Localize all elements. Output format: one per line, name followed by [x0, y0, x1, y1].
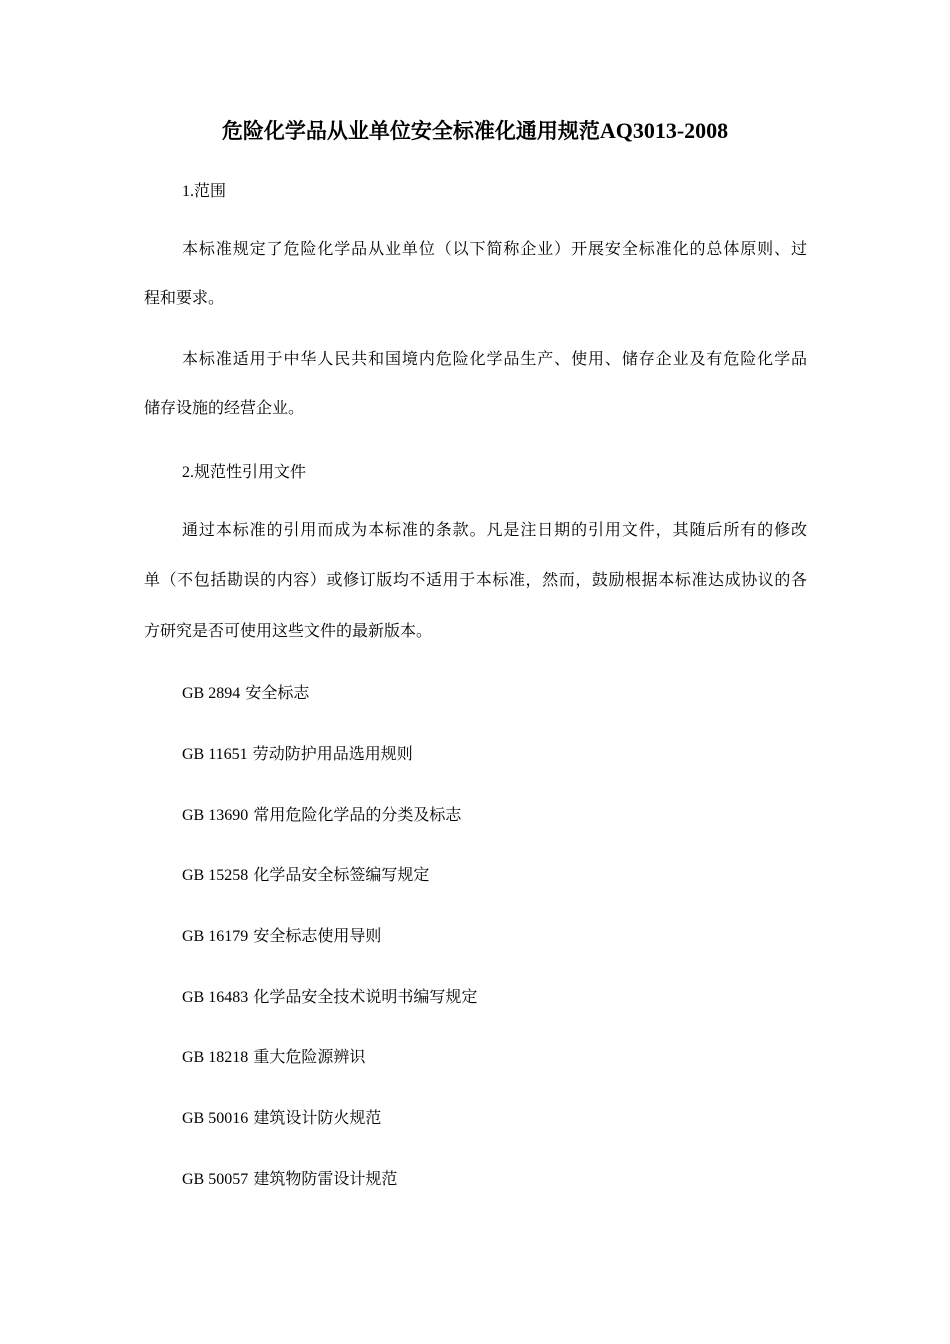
reference-name: 化学品安全标签编写规定	[253, 865, 430, 884]
section-2-title: 规范性引用文件	[194, 462, 307, 481]
reference-code: GB 18218	[182, 1049, 249, 1066]
reference-item	[182, 924, 381, 949]
reference-item	[182, 803, 461, 828]
reference-name: 常用危险化学品的分类及标志	[253, 805, 462, 824]
reference-item	[182, 1106, 381, 1131]
reference-item	[182, 863, 429, 888]
reference-code: GB 15258	[182, 867, 249, 884]
reference-item	[182, 1167, 397, 1192]
reference-name: 化学品安全技术说明书编写规定	[253, 987, 478, 1006]
section-1-title: 范围	[194, 181, 227, 200]
reference-code: GB 2894	[182, 685, 241, 702]
reference-item	[182, 985, 477, 1010]
scope-para1-line1: 本标准规定了危险化学品从业单位（以下简称企业）开展安全标准化的总体原则、过	[182, 239, 807, 258]
reference-code: GB 16179	[182, 928, 249, 945]
reference-name: 重大危险源辨识	[253, 1047, 366, 1066]
reference-name: 安全标志使用导则	[253, 926, 382, 945]
section-2-heading	[182, 460, 306, 485]
reference-name: 建筑物防雷设计规范	[253, 1169, 398, 1188]
scope-para2-line1: 本标准适用于中华人民共和国境内危险化学品生产、使用、储存企业及有危险化学品	[182, 349, 807, 368]
title-code: AQ3013-2008	[599, 118, 729, 143]
reference-code: GB 50016	[182, 1110, 249, 1127]
reference-code: GB 16483	[182, 989, 249, 1006]
title-text: 危险化学品从业单位安全标准化通用规范	[221, 119, 600, 143]
refs-para-line1: 通过本标准的引用而成为本标准的条款。凡是注日期的引用文件，其随后所有的修改	[182, 520, 807, 539]
reference-code: GB 13690	[182, 807, 249, 824]
reference-item	[182, 1045, 365, 1070]
section-1-heading	[182, 179, 226, 204]
document-title	[0, 116, 950, 146]
reference-code: GB 11651	[182, 746, 248, 763]
reference-code: GB 50057	[182, 1171, 249, 1188]
section-1-number: 1.	[182, 183, 194, 200]
refs-para-line2: 单（不包括勘误的内容）或修订版均不适用于本标准，然而，鼓励根据本标准达成协议的各	[144, 570, 807, 589]
section-2-number: 2.	[182, 464, 194, 481]
reference-name: 建筑设计防火规范	[253, 1108, 382, 1127]
refs-para-line3: 方研究是否可使用这些文件的最新版本。	[144, 621, 433, 640]
reference-item	[182, 681, 309, 706]
scope-para2-line2: 储存设施的经营企业。	[144, 398, 305, 417]
reference-name: 劳动防护用品选用规则	[252, 744, 413, 763]
scope-para1-line2: 程和要求。	[144, 288, 225, 307]
reference-item	[182, 742, 413, 767]
reference-name: 安全标志	[245, 683, 310, 702]
